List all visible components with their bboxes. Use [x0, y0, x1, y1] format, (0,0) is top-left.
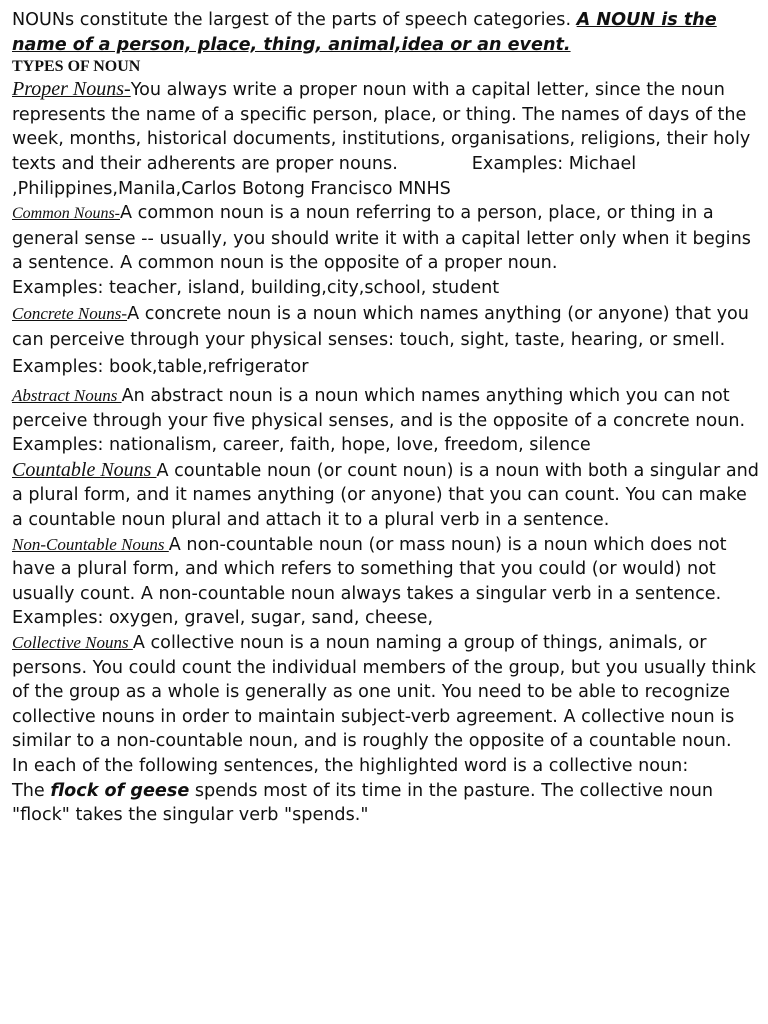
term-non-countable-nouns: Non-Countable Nouns	[12, 534, 169, 554]
section-concrete-nouns	[12, 301, 760, 381]
body-common-nouns: A common noun is a noun referring to a person, place, or thing in a general sense -- usually, you should write it with a capital letter only when it begins a sentence. A common noun is the opposite of a proper noun.	[12, 203, 751, 274]
types-heading: TYPES OF NOUN	[12, 58, 141, 76]
section-abstract-nouns	[12, 384, 760, 458]
noun-definition: A NOUN is the name of a person, place, thing, animal,idea or an event.	[12, 10, 717, 55]
document-page	[12, 8, 760, 828]
body-concrete-nouns: A concrete noun is a noun which names anything (or anyone) that you can perceive through your physical senses: touch, sight, taste, hearing, or smell. Examples: book,table,refrigerator	[12, 303, 749, 377]
body-countable-nouns: A countable noun (or count noun) is a noun with both a singular and a plural form, and it names anything (or anyone) that you can count. You can make a countable noun plural and attach it to a plural verb in a sentence.	[12, 460, 759, 530]
example-highlight: flock of geese	[50, 780, 190, 801]
term-abstract-nouns: Abstract Nouns	[12, 386, 122, 406]
intro-paragraph	[12, 8, 760, 57]
section-common-nouns	[12, 201, 760, 300]
term-proper-nouns: Proper Nouns-	[12, 78, 131, 101]
collective-intro: In each of the following sentences, the highlighted word is a collective noun:	[12, 755, 689, 776]
examples-common-nouns: Examples: teacher, island, building,city,school, student	[12, 277, 500, 298]
term-countable-nouns: Countable Nouns	[12, 458, 157, 481]
body-non-countable-nouns: A non-countable noun (or mass noun) is a noun which does not have a plural form, and which refers to something that you could (or would) not usually count. A non-countable noun always takes a singular verb in a sentence. Examples: oxygen, gravel, sugar, sand, cheese,	[12, 534, 727, 629]
example-prefix: The	[12, 780, 51, 801]
example-rest: spends most of its time in the pasture. The collective noun "flock" takes the singular verb "spends."	[12, 780, 714, 826]
term-concrete-nouns: Concrete Nouns-	[12, 303, 128, 323]
section-countable-nouns	[12, 458, 760, 533]
section-proper-nouns	[12, 77, 760, 201]
section-collective-nouns	[12, 631, 760, 754]
collective-example	[12, 779, 760, 828]
body-collective-nouns: A collective noun is a noun naming a group of things, animals, or persons. You could count the individual members of the group, but you usually think of the group as a whole is generally as one unit. You need to be able to recognize collective nouns in order to maintain subject-verb agreement. A collective noun is similar to a non-countable noun, and is roughly the opposite of a countable noun.	[12, 632, 756, 752]
term-common-nouns: Common Nouns-	[12, 205, 121, 223]
term-collective-nouns: Collective Nouns	[12, 632, 133, 652]
body-proper-nouns: You always write a proper noun with a capital letter, since the noun represents the name of a specific person, place, or thing. The names of days of the week, months, historical documents, institutions, organisations, religions, their holy texts and their adherents are proper nouns.	[12, 80, 751, 174]
intro-lead: NOUNs constitute the largest of the parts of speech categories.	[12, 10, 577, 30]
section-non-countable-nouns	[12, 533, 760, 631]
body-abstract-nouns: An abstract noun is a noun which names anything which you can not perceive through your five physical senses, and is the opposite of a concrete noun. Examples: nationalism, career, faith, hope, love, freedom, silence	[12, 386, 746, 456]
examples-proper-nouns: Examples: Michael ,Philippines,Manila,Carlos Botong Francisco MNHS	[12, 153, 637, 199]
